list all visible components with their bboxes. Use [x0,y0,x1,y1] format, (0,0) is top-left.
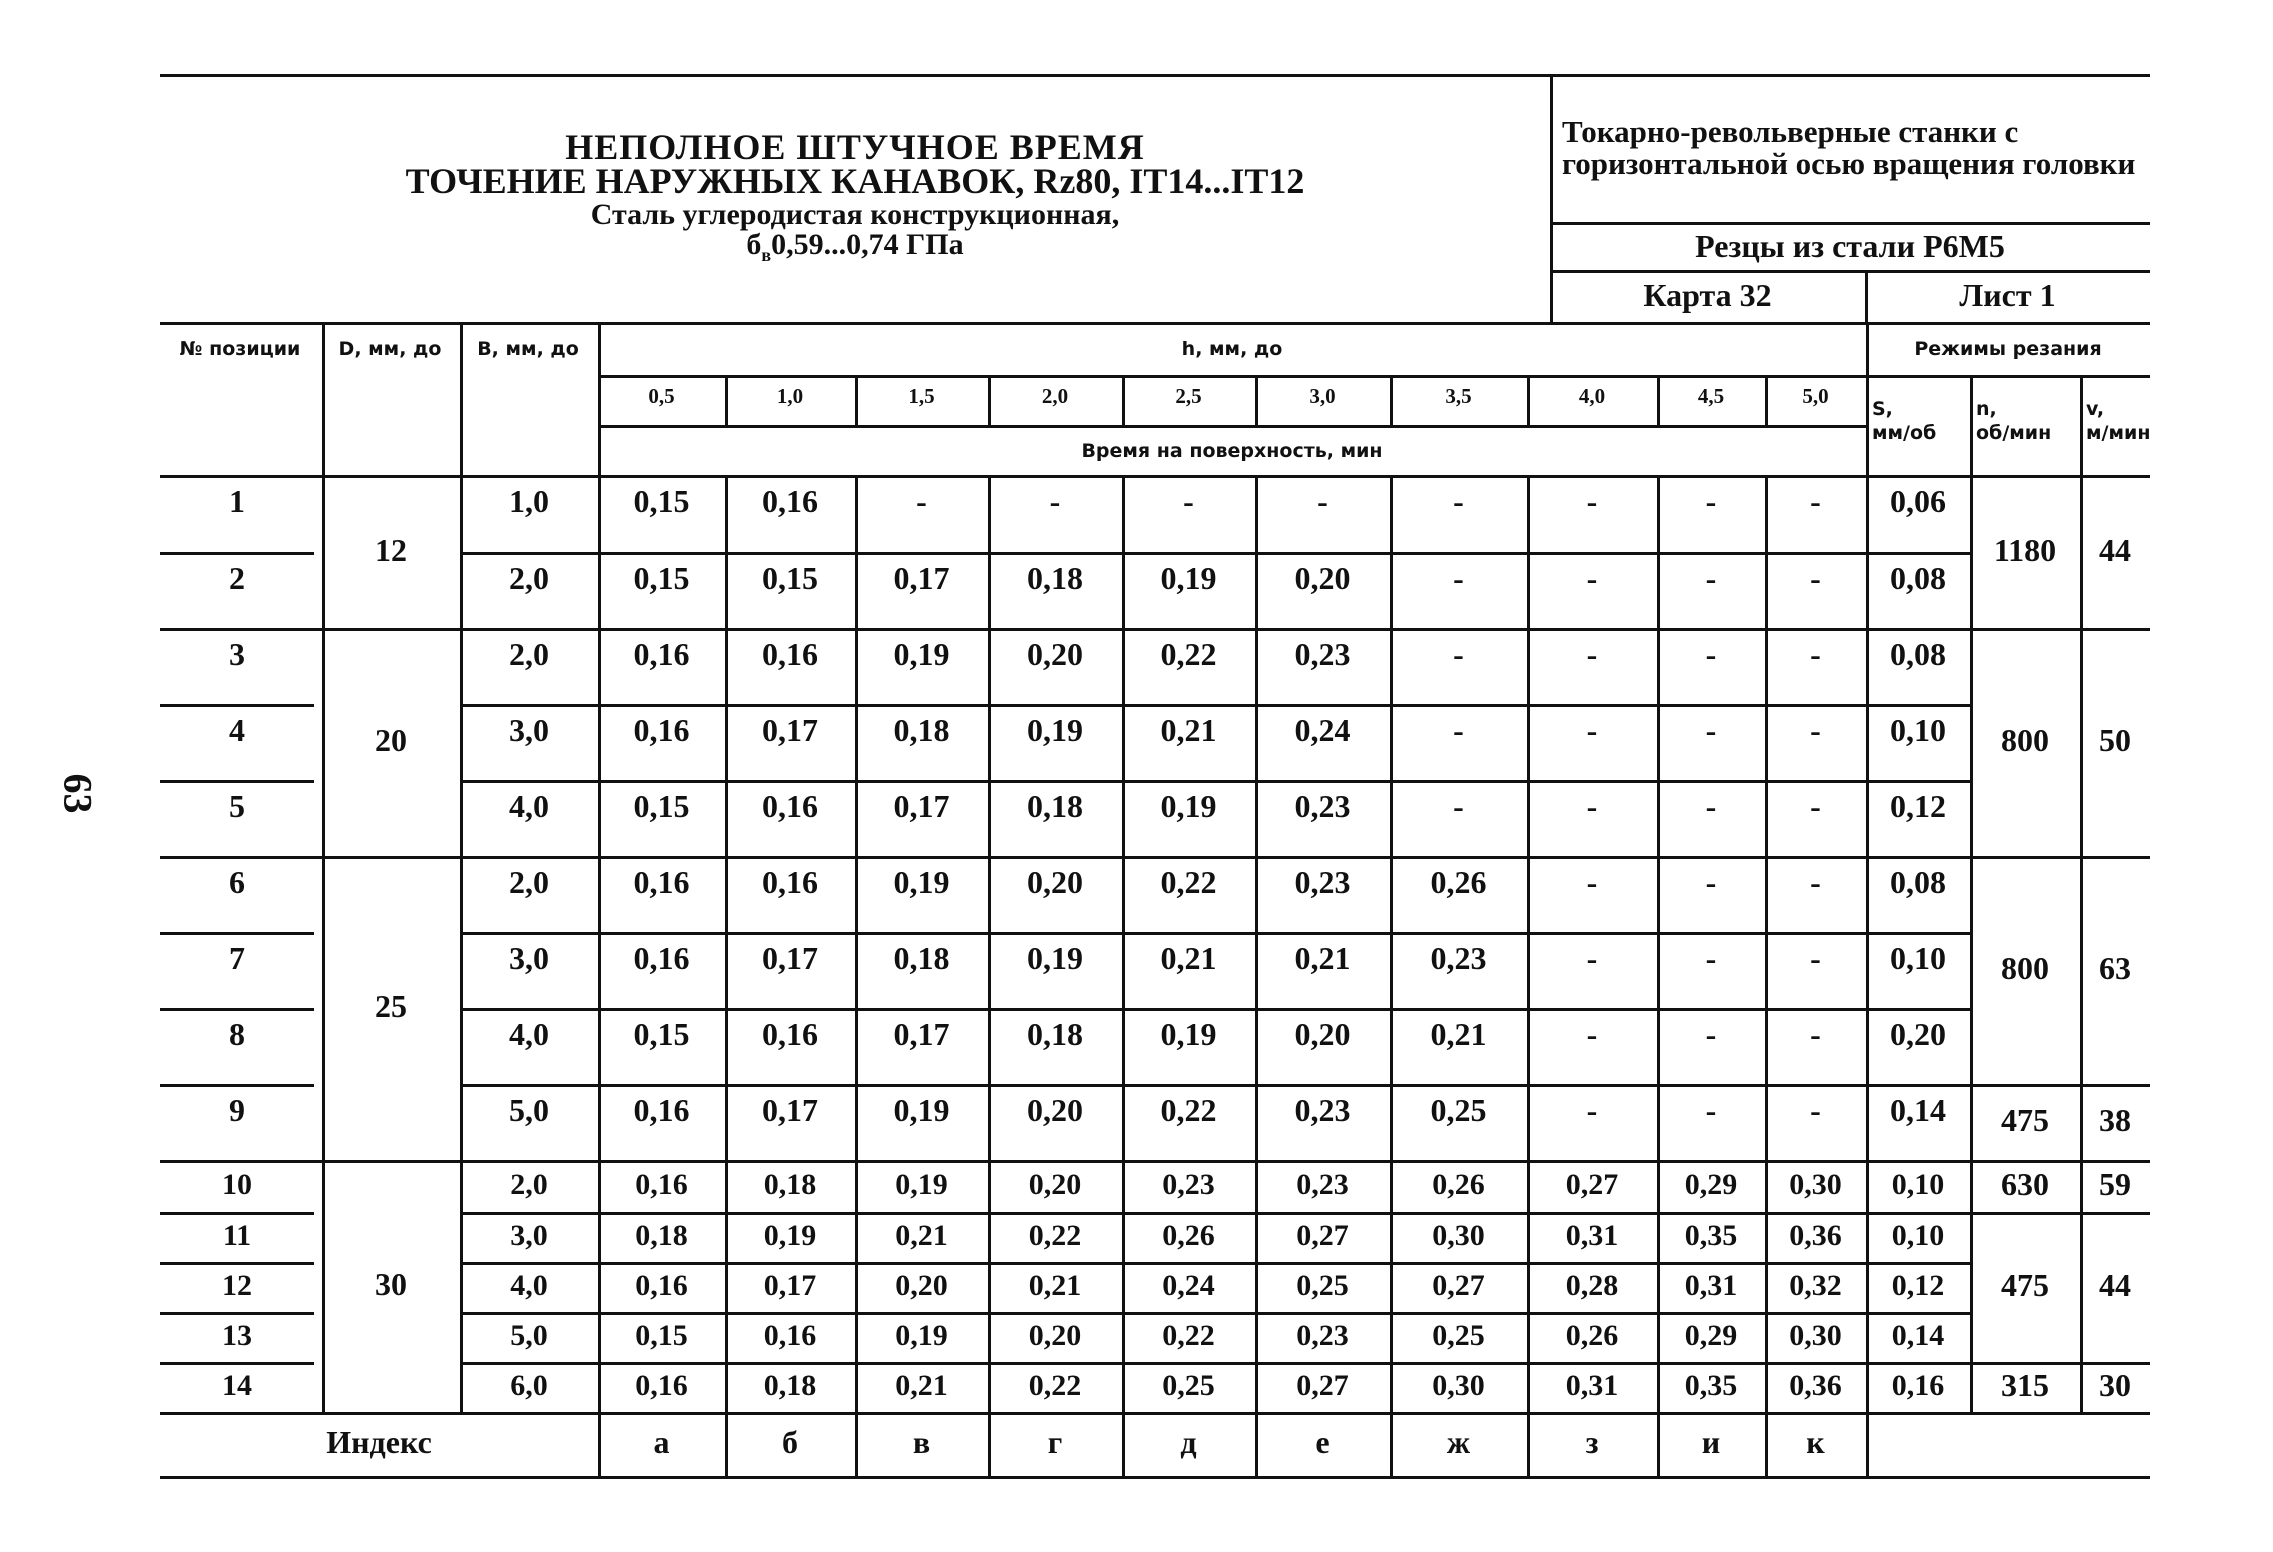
row-b-value: 4,0 [509,788,549,824]
time-cell: - [1810,864,1821,900]
time-cell: - [1705,560,1717,596]
h-value-10: 5,0 [1802,384,1829,408]
time-cell: 0,30 [1789,1168,1842,1201]
rpm-value: 1180 [1993,531,2057,568]
diameter-group: 20 [375,722,407,758]
header-b: B, мм, до [477,338,579,360]
machine-type-line2: горизонтальной осью вращения головки [1562,146,2136,181]
sigma-subscript: в [761,245,772,265]
time-cell: 0,16 [633,712,690,748]
rpm-value: 475 [2001,1102,2049,1138]
index-letter: в [912,1424,931,1460]
material-line2 [160,228,1550,266]
row-separator [160,1084,314,1087]
row-separator [160,704,314,707]
time-cell: 0,19 [1160,560,1217,596]
row-separator [1866,1362,2150,1365]
row-position: 13 [222,1319,252,1352]
row-b-value: 2,0 [509,864,549,900]
row-separator [160,1008,314,1011]
row-separator [598,1084,1866,1087]
row-separator [598,1262,1866,1265]
index-label: Индекс [326,1424,432,1460]
time-cell: 0,22 [1162,1319,1215,1352]
material-line1: Сталь углеродистая конструкционная, [590,198,1120,231]
time-cell: 0,36 [1789,1219,1842,1252]
header-s-unit: мм/об [1872,422,1937,444]
row-separator [1866,932,1970,935]
row-separator [460,1312,598,1315]
time-cell: 0,30 [1789,1319,1842,1352]
top-border [160,74,2150,77]
row-position: 3 [229,636,245,672]
time-cell: 0,16 [633,636,690,672]
row-separator [160,932,314,935]
time-cell: 0,23 [1294,788,1351,824]
time-cell: - [1586,940,1598,976]
header-bottom-line [160,475,2150,478]
page-number: 63 [55,773,101,814]
time-cell: 0,24 [1294,712,1351,748]
feed-value: 0,14 [1891,1319,1945,1352]
feed-value: 0,12 [1890,788,1946,824]
time-cell: 0,21 [895,1369,948,1402]
diameter-group: 30 [375,1266,407,1302]
row-separator [598,1362,1866,1365]
feed-value: 0,16 [1891,1369,1945,1402]
group-separator [160,1160,2150,1163]
row-separator [460,1262,598,1265]
row-separator [1866,780,1970,783]
time-cell: 0,25 [1430,1092,1487,1128]
time-cell: 0,23 [1162,1168,1215,1201]
time-cell: - [1586,483,1598,519]
time-cell: 0,18 [635,1219,688,1252]
row-separator [160,1312,314,1315]
time-cell: 0,16 [633,864,690,900]
time-subheader-line [598,425,1866,428]
time-cell: 0,27 [1565,1168,1619,1201]
time-cell: 0,36 [1789,1369,1842,1402]
header-position: № позиции [179,338,301,360]
time-cell: - [916,483,927,519]
time-cell: - [1705,940,1717,976]
time-cell: 0,16 [763,1319,817,1352]
index-letter: з [1585,1424,1599,1460]
speed-value: 44 [2099,1267,2131,1303]
row-separator [598,932,1866,935]
main-title: НЕПОЛНОЕ ШТУЧНОЕ ВРЕМЯ [565,127,1145,167]
time-cell: 0,25 [1296,1269,1349,1302]
row-position: 9 [229,1092,245,1128]
time-cell: 0,21 [1160,712,1217,748]
group-separator [160,856,2150,859]
time-cell: 0,21 [895,1219,948,1252]
h-value-8: 4,0 [1578,384,1606,408]
index-letter: б [782,1424,798,1460]
time-cell: 0,29 [1684,1319,1738,1352]
rule-line [1550,270,2150,273]
row-position: 4 [229,712,245,748]
time-cell: 0,17 [893,1016,950,1052]
speed-value: 44 [2099,531,2131,568]
rpm-value: 800 [2001,950,2049,986]
time-cell: 0,15 [633,483,690,519]
row-b-value: 4,0 [509,1016,549,1052]
time-cell: - [1705,712,1717,748]
feed-value: 0,08 [1890,636,1946,672]
time-cell: 0,16 [635,1269,688,1302]
time-cell: 0,16 [633,940,690,976]
time-cell: 0,22 [1160,864,1217,900]
time-cell: 0,16 [762,788,818,824]
group-separator [160,628,2150,631]
time-cell: 0,28 [1565,1269,1619,1302]
h-value-3: 1,5 [908,384,935,408]
speed-value: 59 [2099,1166,2131,1202]
time-cell: 0,27 [1296,1369,1349,1402]
row-position: 6 [229,864,245,900]
machine-type-line1: Токарно-револьверные станки с [1562,114,2019,149]
index-letter: г [1047,1424,1063,1460]
row-separator [160,780,314,783]
time-cell: 0,25 [1432,1319,1485,1352]
time-cell: 0,20 [895,1269,948,1302]
row-b-value: 4,0 [510,1269,548,1302]
time-cell: 0,19 [1027,940,1083,976]
time-cell: 0,22 [1028,1219,1082,1252]
rpm-value: 630 [2001,1166,2049,1202]
time-cell: 0,18 [893,940,950,976]
row-position: 12 [222,1269,252,1302]
row-b-value: 5,0 [509,1092,549,1128]
header-cutting-modes: Режимы резания [1914,338,2102,360]
time-cell: 0,19 [895,1168,948,1201]
row-position: 1 [229,483,245,519]
row-position: 14 [222,1369,252,1402]
time-cell: - [1810,560,1821,596]
index-letter: д [1180,1424,1197,1460]
row-separator [460,780,598,783]
row-b-value: 1,0 [509,483,549,519]
table-top-line [160,322,2150,325]
time-cell: - [1317,483,1328,519]
row-separator [598,552,1866,555]
feed-value: 0,10 [1890,940,1946,976]
feed-value: 0,14 [1890,1092,1946,1128]
time-cell: 0,32 [1789,1269,1842,1302]
feed-value: 0,08 [1890,560,1946,596]
time-cell: 0,23 [1430,940,1487,976]
time-cell: - [1705,1016,1717,1052]
h-value-4: 2,0 [1041,384,1069,408]
time-cell: - [1705,483,1717,519]
time-cell: 0,23 [1294,864,1351,900]
time-cell: 0,31 [1684,1269,1738,1302]
time-cell: 0,20 [1294,560,1351,596]
time-cell: 0,23 [1296,1319,1349,1352]
time-cell: - [1586,636,1598,672]
row-separator [1866,1212,2150,1215]
header-s: S, [1872,398,1893,420]
time-cell: 0,19 [893,636,950,672]
time-cell: 0,26 [1565,1319,1619,1352]
time-cell: 0,17 [762,940,818,976]
row-position: 8 [229,1016,245,1052]
time-cell: 0,15 [633,788,690,824]
time-cell: - [1810,1016,1821,1052]
time-cell: 0,19 [895,1319,948,1352]
row-separator [598,780,1866,783]
time-cell: 0,20 [1027,636,1083,672]
time-cell: - [1705,636,1717,672]
row-separator [598,704,1866,707]
row-separator [1866,1084,2150,1087]
time-cell: 0,16 [635,1168,688,1201]
index-letter: и [1701,1424,1721,1460]
time-cell: 0,16 [762,1016,818,1052]
time-cell: 0,19 [893,864,950,900]
time-cell: 0,31 [1565,1369,1619,1402]
time-cell: 0,27 [1432,1269,1485,1302]
time-cell: 0,21 [1160,940,1217,976]
time-cell: 0,21 [1028,1269,1082,1302]
row-position: 2 [229,560,245,596]
header-n: n, [1976,398,1997,420]
header-v: v, [2086,398,2105,420]
row-separator [460,1212,598,1215]
time-cell: - [1586,864,1598,900]
row-b-value: 3,0 [509,940,549,976]
index-letter: е [1315,1424,1330,1460]
time-cell: 0,19 [1160,1016,1217,1052]
time-cell: 0,18 [1027,1016,1083,1052]
time-cell: - [1810,636,1821,672]
time-cell: 0,19 [1160,788,1217,824]
table-bottom-line [160,1476,2150,1479]
time-cell: 0,15 [633,560,690,596]
time-cell: 0,19 [1027,712,1083,748]
time-cell: 0,21 [1294,940,1351,976]
time-cell: 0,22 [1160,1092,1217,1128]
speed-value: 63 [2099,950,2131,986]
speed-value: 30 [2099,1367,2131,1403]
time-cell: 0,16 [762,483,818,519]
tool-material: Резцы из стали Р6М5 [1695,228,2005,264]
time-cell: 0,20 [1028,1168,1082,1201]
index-letter: ж [1446,1424,1471,1460]
time-cell: 0,16 [635,1369,688,1402]
header-v-unit: м/мин [2086,422,2151,444]
rule-line [1550,222,2150,225]
time-cell: 0,23 [1294,636,1351,672]
time-cell: 0,20 [1027,864,1083,900]
feed-value: 0,08 [1890,864,1946,900]
time-cell: 0,17 [893,788,950,824]
time-cell: 0,16 [762,636,818,672]
time-cell: 0,35 [1684,1369,1738,1402]
time-cell: 0,18 [893,712,950,748]
rpm-value: 315 [2001,1367,2049,1403]
time-cell: 0,17 [893,560,950,596]
h-value-5: 2,5 [1175,384,1202,408]
table-vline [322,322,325,1412]
h-value-1: 0,5 [648,384,675,408]
h-subheader-line [598,375,2150,378]
time-cell: - [1586,788,1598,824]
row-separator [460,932,598,935]
time-cell: 0,18 [1027,560,1083,596]
time-cell: 0,15 [633,1016,690,1052]
time-cell: 0,15 [762,560,818,596]
row-b-value: 2,0 [509,636,549,672]
index-letter: к [1806,1424,1825,1460]
time-cell: 0,30 [1432,1369,1485,1402]
speed-value: 38 [2099,1102,2131,1138]
row-position: 11 [222,1219,252,1252]
row-b-value: 2,0 [510,1168,548,1201]
feed-value: 0,20 [1890,1016,1946,1052]
time-cell: - [1810,1092,1821,1128]
diameter-group: 12 [375,531,407,568]
time-cell: 0,20 [1027,1092,1083,1128]
feed-value: 0,06 [1890,483,1946,519]
time-cell: 0,31 [1565,1219,1619,1252]
rpm-value: 475 [2001,1267,2049,1303]
time-cell: - [1453,560,1464,596]
feed-value: 0,10 [1891,1219,1945,1252]
time-cell: - [1705,788,1717,824]
row-separator [460,704,598,707]
time-cell: - [1810,940,1821,976]
main-title-line2: ТОЧЕНИЕ НАРУЖНЫХ КАНАВОК, Rz80, IT14...IT12 [405,161,1305,201]
header-h: h, мм, до [1181,338,1283,360]
h-value-2: 1,0 [776,384,804,408]
time-cell: 0,25 [1162,1369,1215,1402]
row-b-value: 5,0 [510,1319,548,1352]
time-cell: 0,16 [762,864,818,900]
time-cell: - [1586,712,1598,748]
diameter-group: 25 [375,988,407,1024]
sheet-number: Лист 1 [1959,277,2056,313]
time-cell: - [1810,712,1821,748]
time-cell: 0,23 [1296,1168,1349,1201]
index-letter: а [653,1424,670,1460]
row-b-value: 6,0 [510,1369,548,1402]
time-cell: 0,26 [1430,864,1487,900]
time-cell: 0,17 [762,1092,818,1128]
time-cell: 0,30 [1432,1219,1485,1252]
row-position: 5 [229,788,245,824]
time-cell: 0,18 [763,1168,817,1201]
time-cell: - [1705,1092,1717,1128]
rpm-value: 800 [2001,722,2049,758]
row-separator [1866,1262,1970,1265]
h-value-9: 4,5 [1697,384,1725,408]
row-separator [460,1008,598,1011]
row-separator [160,1262,314,1265]
time-cell: 0,15 [635,1319,688,1352]
time-cell: 0,19 [893,1092,950,1128]
row-separator [1866,1312,1970,1315]
time-cell: 0,26 [1432,1168,1485,1201]
row-separator [460,1362,598,1365]
time-cell: - [1586,1092,1598,1128]
row-b-value: 3,0 [509,712,549,748]
time-cell: - [1049,483,1061,519]
time-cell: 0,20 [1294,1016,1351,1052]
row-b-value: 3,0 [510,1219,548,1252]
time-cell: - [1586,1016,1598,1052]
header-time-per-surface: Время на поверхность, мин [1081,440,1383,462]
time-cell: 0,24 [1162,1269,1215,1302]
time-cell: 0,35 [1684,1219,1738,1252]
row-separator [160,1212,314,1215]
time-cell: - [1586,560,1598,596]
time-cell: 0,22 [1028,1369,1082,1402]
row-separator [160,552,314,555]
time-cell: 0,23 [1294,1092,1351,1128]
h-value-7: 3,5 [1445,384,1472,408]
row-b-value: 2,0 [509,560,549,596]
time-cell: - [1810,483,1821,519]
time-cell: - [1453,483,1464,519]
row-separator [1866,552,1970,555]
time-cell: 0,21 [1430,1016,1487,1052]
time-cell: - [1453,712,1464,748]
feed-value: 0,12 [1891,1269,1945,1302]
time-cell: 0,27 [1296,1219,1349,1252]
feed-value: 0,10 [1890,712,1946,748]
row-separator [1866,704,1970,707]
row-separator [160,1362,314,1365]
time-cell: 0,18 [1027,788,1083,824]
time-cell: - [1183,483,1194,519]
time-cell: 0,17 [763,1269,817,1302]
time-cell: 0,18 [763,1369,817,1402]
strength-range: 0,59...0,74 ГПа [771,228,964,261]
time-cell: 0,26 [1162,1219,1215,1252]
time-cell: - [1810,788,1821,824]
time-cell: 0,16 [633,1092,690,1128]
row-separator [460,552,598,555]
time-cell: - [1453,788,1464,824]
time-cell: 0,17 [762,712,818,748]
time-cell: 0,29 [1684,1168,1738,1201]
row-separator [598,1312,1866,1315]
row-separator [1866,1008,1970,1011]
feed-value: 0,10 [1891,1168,1945,1201]
header-d: D, мм, до [338,338,442,360]
row-position: 7 [229,940,245,976]
time-cell: 0,22 [1160,636,1217,672]
card-number: Карта 32 [1643,277,1772,313]
speed-value: 50 [2099,722,2131,758]
row-separator [598,1212,1866,1215]
index-top-line [160,1412,2150,1415]
time-cell: 0,20 [1028,1319,1082,1352]
row-separator [460,1084,598,1087]
time-cell: - [1453,636,1464,672]
time-cell: 0,19 [763,1219,817,1252]
sigma-symbol: б [746,228,762,261]
row-position: 10 [222,1168,252,1201]
h-value-6: 3,0 [1309,384,1336,408]
time-cell: - [1705,864,1717,900]
row-separator [598,1008,1866,1011]
header-n-unit: об/мин [1976,422,2052,444]
